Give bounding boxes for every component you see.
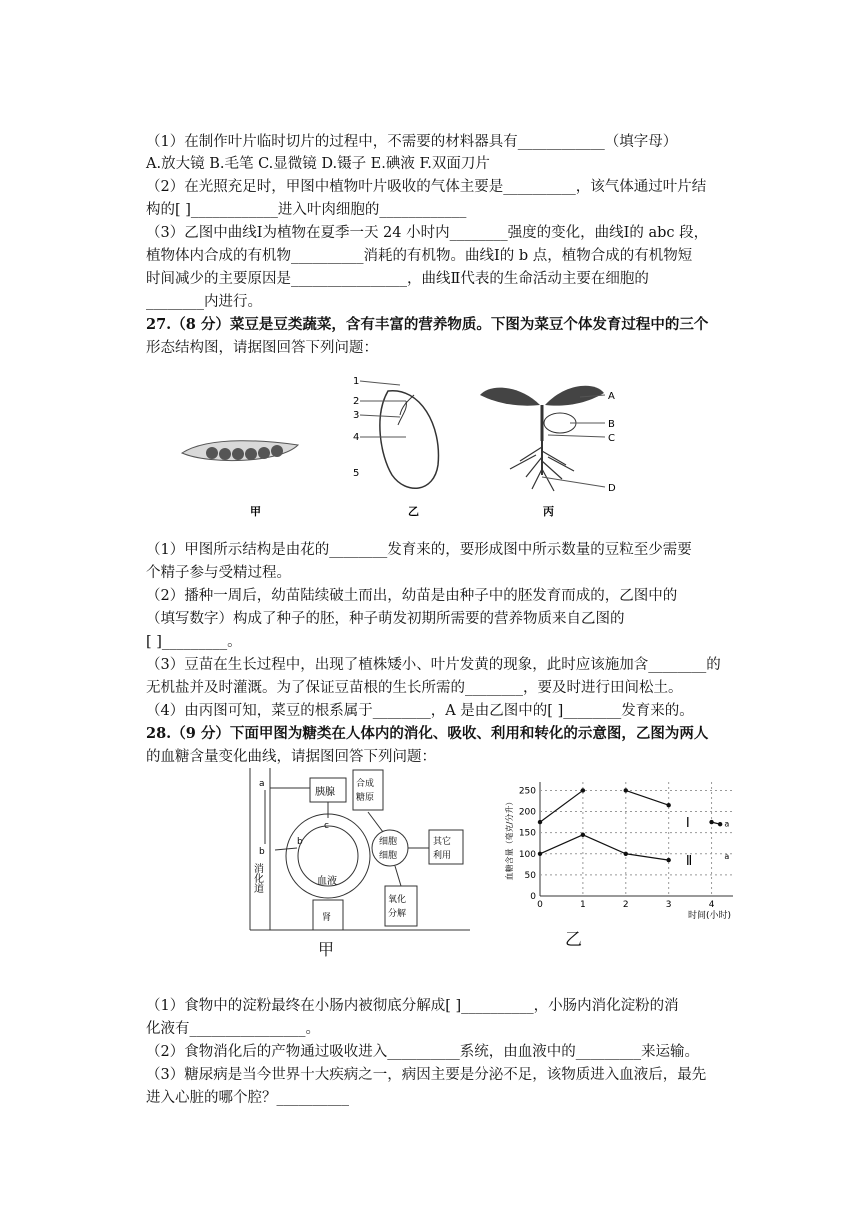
q27-line-1: 27.（8 分）菜豆是豆类蔬菜，含有丰富的营养物质。下图为菜豆个体发育过程中的三个 (146, 316, 709, 333)
glycogen-l2: 糖原 (356, 793, 375, 803)
oxidation-l2: 分解 (388, 909, 407, 919)
q28-line-4: 化液有________________。 (146, 1021, 320, 1037)
seedling-letter-d: D (608, 483, 616, 494)
x-tick-label: 1 (580, 900, 586, 910)
y-tick-label: 50 (524, 870, 536, 881)
q27-line-8: （3）豆苗在生长过程中，出现了植株矮小、叶片发黄的现象，此时应该施加含________的 (146, 657, 721, 673)
q26-line-8: ________内进行。 (146, 294, 262, 310)
kidney-label: 肾 (322, 913, 332, 923)
glycogen-box (353, 770, 383, 810)
caption-jia: 甲 (318, 940, 335, 959)
q28-line-7: 进入心脏的哪个腔？__________ (146, 1090, 349, 1106)
q28-line-1: 28.（9 分）下面甲图为糖类在人体内的消化、吸收、利用和转化的示意图，乙图为两人 (146, 725, 709, 742)
data-point (666, 803, 670, 807)
seed-num-1: 1 (353, 376, 360, 387)
other-l1: 其它 (433, 837, 452, 847)
label-a-2: a (724, 851, 730, 861)
label-c: c (324, 821, 329, 831)
y-axis-label: 血糖含量（毫克/分升） (505, 797, 514, 881)
q28-line-3: （1）食物中的淀粉最终在小肠内被彻底分解成[ ]__________，小肠内消化淀粉的消 (146, 998, 679, 1014)
q28-line-5: （2）食物消化后的产物通过吸收进入__________系统，由血液中的_________来运输。 (146, 1044, 699, 1060)
x-axis-label: 时间(小时) (687, 911, 731, 921)
label-b-right: b (297, 837, 303, 847)
data-point (666, 858, 670, 862)
gut-label: 消化道 (251, 863, 263, 893)
q26-line-3: （2）在光照充足时，甲图中植物叶片吸收的气体主要是__________，该气体通过叶片结 (146, 179, 707, 195)
label-b-left: b (259, 847, 265, 857)
seed-num-4: 4 (353, 432, 360, 443)
series-label-I: Ⅰ (685, 816, 690, 832)
seedling-letter-a: A (608, 391, 615, 402)
seed-num-2: 2 (353, 396, 360, 407)
x-tick-label: 2 (622, 900, 629, 910)
cell-l1: 细胞 (379, 837, 398, 847)
q26-line-6: 植物体内合成的有机物__________消耗的有机物。曲线Ⅰ的 b 点，植物合成的有机物短 (146, 248, 693, 264)
q28-line-6: （3）糖尿病是当今世界十大疾病之一，病因主要是分泌不足，该物质进入血液后，最先 (146, 1067, 707, 1083)
q26-line-4: 构的[ ]____________进入叶肉细胞的____________ (146, 202, 467, 218)
digestion-diagram (245, 768, 470, 968)
q27-line-9: 无机盐并及时灌溉。为了保证豆苗根的生长所需的________，要及时进行田间松土。 (146, 680, 683, 696)
label-yi: 乙 (408, 505, 419, 518)
q26-line-1: （1）在制作叶片临时切片的过程中，不需要的材料器具有____________（填字母） (146, 134, 678, 150)
q27-line-5: （2）播种一周后，幼苗陆续破土而出，幼苗是由种子中的胚发育而成的，乙图中的 (146, 588, 678, 604)
q26-line-5: （3）乙图中曲线Ⅰ为植物在夏季一天 24 小时内________强度的变化，曲线Ⅰ的 abc 段， (146, 225, 709, 241)
label-a: a (259, 779, 265, 789)
q27-line-6: （填写数字）构成了种子的胚，种子萌发初期所需要的营养物质来自乙图的 (146, 611, 625, 627)
x-tick-label: 3 (665, 900, 672, 910)
bean-figures (170, 365, 650, 525)
other-l2: 利用 (433, 851, 452, 861)
q27-line-10: （4）由丙图可知，菜豆的根系属于________，A 是由乙图中的[ ]________发育来的。 (146, 703, 694, 719)
data-point (538, 852, 542, 856)
q26-line-2: A.放大镜 B.毛笔 C.显微镜 D.镊子 E.碘液 F.双面刀片 (146, 156, 490, 172)
oxidation-box (385, 886, 417, 926)
q27-line-3: （1）甲图所示结构是由花的________发育来的，要形成图中所示数量的豆粒至少需要 (146, 542, 692, 558)
seed-num-3: 3 (353, 410, 360, 421)
cell-l2: 细胞 (379, 851, 398, 861)
x-tick-label: 0 (537, 900, 543, 910)
data-point (538, 820, 542, 824)
data-point (624, 852, 628, 856)
q27-line-2: 形态结构图，请据图回答下列问题： (146, 340, 378, 356)
label-jia: 甲 (250, 505, 261, 518)
data-point (581, 833, 585, 837)
glycogen-l1: 合成 (356, 779, 375, 789)
seedling-letter-b: B (608, 419, 615, 430)
caption-yi: 乙 (565, 930, 582, 950)
pod-illustration (182, 441, 298, 461)
blood-label: 血液 (317, 876, 337, 887)
y-tick-label: 150 (518, 828, 536, 839)
y-tick-label: 250 (518, 786, 536, 797)
q26-line-7: 时间减少的主要原因是________________，曲线Ⅱ代表的生命活动主要在细胞的 (146, 271, 649, 287)
y-tick-label: 200 (518, 807, 536, 818)
label-a-1: a (724, 819, 730, 829)
y-tick-label: 100 (518, 849, 536, 860)
pancreas-label: 胰腺 (315, 787, 335, 798)
q27-line-7: [ ]_________。 (146, 634, 242, 650)
seed-illustration (360, 381, 438, 488)
data-point (709, 820, 713, 824)
label-bing: 丙 (543, 505, 554, 518)
oxidation-l1: 氧化 (388, 895, 407, 905)
q27-line-4: 个精子参与受精过程。 (146, 565, 291, 581)
data-point (581, 788, 585, 792)
q28-line-2: 的血糖含量变化曲线，请据图回答下列问题： (146, 749, 436, 765)
y-tick-label: 0 (530, 892, 536, 902)
seedling-illustration (480, 386, 605, 491)
data-point (718, 822, 722, 826)
x-tick-label: 4 (708, 900, 715, 910)
seed-num-5: 5 (353, 468, 360, 479)
data-point (624, 788, 628, 792)
seedling-letter-c: C (608, 433, 615, 444)
series-label-II: Ⅱ (685, 854, 693, 870)
blood-sugar-chart (498, 772, 743, 922)
